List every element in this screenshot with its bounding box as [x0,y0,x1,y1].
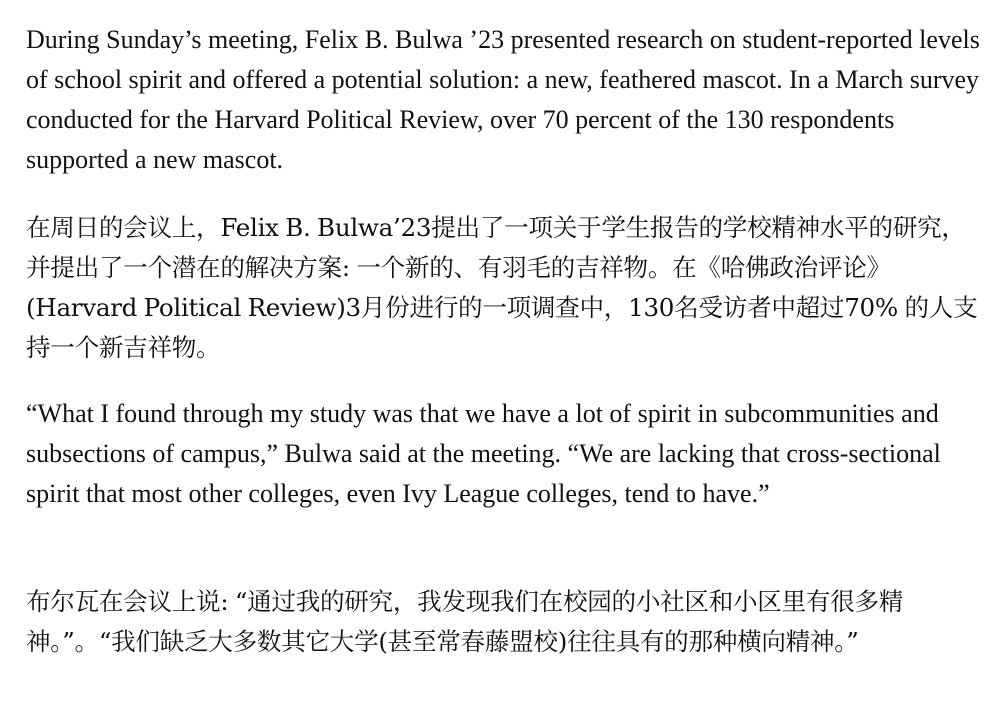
paragraph-chinese-1: 在周日的会议上，Felix B. Bulwa’23提出了一项关于学生报告的学校精神水平的研究，并提出了一个潜在的解决方案: 一个新的、有羽毛的吉祥物。在《哈佛政治评论》(Harvard Political Review)3月份进行的一项调查中，130名受访者中超过70% 的人支持一个新吉祥物。 [26,213,978,362]
paragraph-english-2: “What I found through my study was that we have a lot of spirit in subcommunities and subsections of campus,” Bulwa said at the meeting. “We are lacking that cross-sectional spirit that most other colleges, even Ivy League colleges, tend to have.” [26,399,941,508]
paragraph-english-1: During Sunday’s meeting, Felix B. Bulwa ’23 presented research on student-reported levels of school spirit and offered a potential solution: a new, feathered mascot. In a March survey conducted for the Harvard Political Review, over 70 percent of the 130 respondents supported a new mascot. [26,25,980,174]
paragraph-chinese-2: 布尔瓦在会议上说: “通过我的研究，我发现我们在校园的小社区和小区里有很多精神。”。“我们缺乏大多数其它大学(甚至常春藤盟校)往往具有的那种横向精神。” [26,587,904,656]
